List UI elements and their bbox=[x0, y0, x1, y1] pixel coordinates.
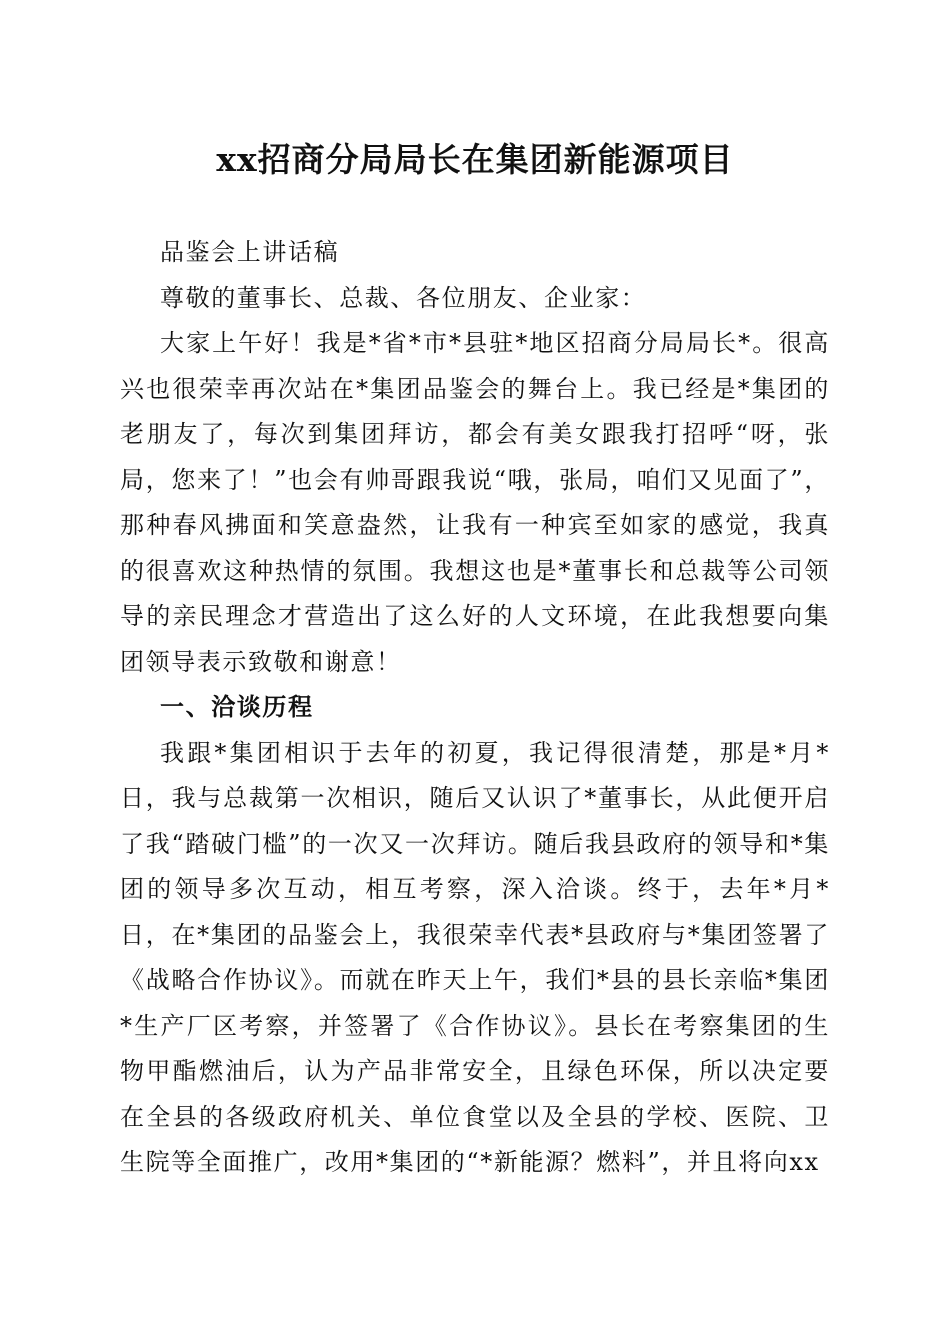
subtitle-line: 品鉴会上讲话稿 bbox=[160, 238, 340, 266]
document-body bbox=[120, 230, 830, 1186]
section-heading-negotiation-history: 一、洽谈历程 bbox=[160, 693, 314, 721]
paragraph-opening: 大家上午好！我是*省*市*县驻*地区招商分局局长*。很高兴也很荣幸再次站在*集团品鉴会的舞台上。我已经是*集团的老朋友了，每次到集团拜访，都会有美女跟我打招呼“呀，张局，您来了！”也会有帅哥跟我说“哦，张局，咱们又见面了”，那种春风拂面和笑意盎然，让我有一种宾至如家的感觉，我真的很喜欢这种热情的氛围。我想这也是*董事长和总裁等公司领导的亲民理念才营造出了这么好的人文环境，在此我想要向集团领导表示致敬和谢意！ bbox=[120, 329, 830, 676]
paragraph-negotiation-history: 我跟*集团相识于去年的初夏，我记得很清楚，那是*月*日，我与总裁第一次相识，随后又认识了*董事长，从此便开启了我“踏破门槛”的一次又一次拜访。随后我县政府的领导和*集团的领导多次互动，相互考察，深入洽谈。终于，去年*月*日，在*集团的品鉴会上，我很荣幸代表*县政府与*集团签署了《战略合作协议》。而就在昨天上午，我们*县的县长亲临*集团*生产厂区考察，并签署了《合作协议》。县长在考察集团的生物甲酯燃油后，认为产品非常安全，且绿色环保，所以决定要在全县的各级政府机关、单位食堂以及全县的学校、医院、卫生院等全面推广，改用*集团的“*新能源？燃料”，并且将向xx bbox=[120, 738, 830, 1176]
salutation: 尊敬的董事长、总裁、各位朋友、企业家： bbox=[160, 283, 647, 312]
document-title: xx招商分局局长在集团新能源项目 bbox=[216, 140, 734, 179]
